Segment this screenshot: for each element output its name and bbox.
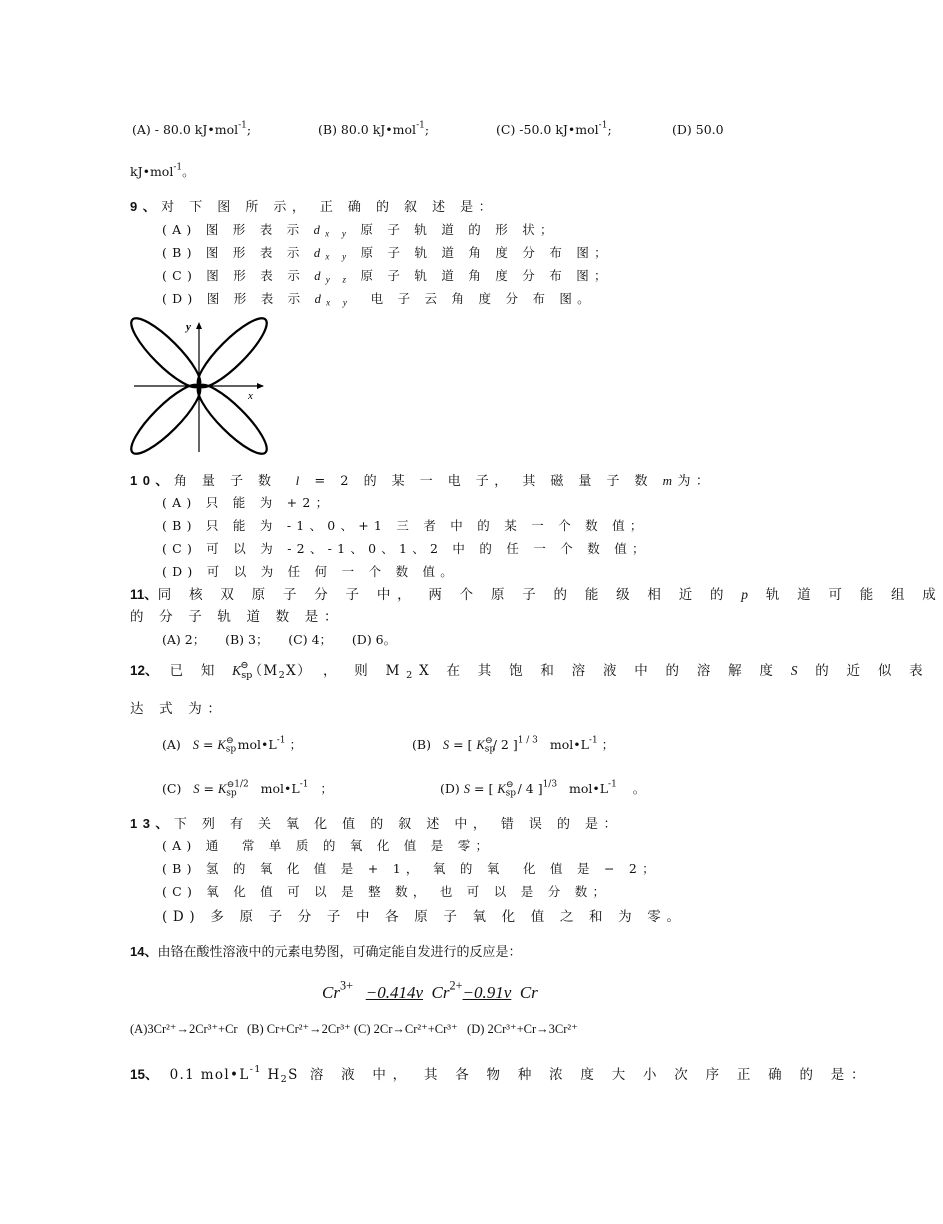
- q12-option-a: (A) $S = K_{sp}^⊖$ $mol•L^{-1}$ ；: [162, 735, 303, 755]
- q12-stem: 12、 已 知 $K_{sp}^⊖(M_2X)$ ， 则 $M_2X$ 在 其 饱 和 溶 液 中 的 溶 解 度 S 的 近 似 表: [130, 660, 930, 681]
- lobe-lower-left: [123, 377, 208, 462]
- q14-option-a: (A)3Cr²⁺→2Cr³⁺+Cr: [130, 1022, 238, 1036]
- q13-stem: 13、下 列 有 关 氧 化 值 的 叙 述 中， 错 误 的 是：: [130, 816, 622, 832]
- q9-option-b: (B) 图 形 表 示 $d_{x y}$ 原 子 轨 道 角 度 分 布 图；: [162, 245, 612, 262]
- q13-option-c: (C) 氧 化 值 可 以 是 整 数， 也 可 以 是 分 数；: [162, 884, 611, 899]
- q11-options: (A) 2； (B) 3； (C) 4； (D) 6。: [162, 632, 397, 647]
- q8-option-d-cont: kJ•mol$^{-1}$。: [130, 162, 195, 179]
- q11-stem-line2: 的 分 子 轨 道 数 是：: [130, 609, 344, 625]
- q8-option-a: (A) - 80.0 kJ•mol$^{-1}$;: [132, 120, 252, 137]
- q12-option-d: (D) S = [ $K_{sp}^⊖ / 4$ ]$^{1/3}$ $mol•L^{-1}$ 。: [440, 779, 646, 799]
- q13-option-a: (A) 通 常 单 质 的 氧 化 值 是 零；: [162, 838, 494, 853]
- q14-stem: 14、由铬在酸性溶液中的元素电势图，可确定能自发进行的反应是：: [130, 944, 522, 960]
- lobe-upper-left: [123, 310, 208, 395]
- q14-option-b: (B) Cr+Cr²⁺→2Cr³⁺: [246, 1022, 351, 1036]
- q12-option-b: (B) S = [ $K_{sp}^⊖/$ 2 ]$^{1 / 3}$ $mol•L^{-1}$ ；: [412, 735, 615, 755]
- q10-option-a: (A) 只 能 为 +2；: [162, 495, 334, 510]
- q12-option-c: (C) $S = K_{sp}^{⊖1/2}$ $mol•L^{-1}$ ；: [162, 779, 333, 799]
- q11-stem: 11、同 核 双 原 子 分 子 中， 两 个 原 子 的 能 级 相 近 的 p 轨 道 可 能 组 成: [130, 587, 943, 603]
- potential-2: −0.91v: [462, 983, 512, 1002]
- q9-stem: 9、对 下 图 所 示， 正 确 的 叙 述 是：: [130, 199, 498, 215]
- q12-stem-line2: 达 式 为：: [130, 701, 227, 717]
- x-axis-label: x: [248, 390, 253, 402]
- q9-option-a: (A) 图 形 表 示 $d_{x y}$ 原 子 轨 道 的 形 状；: [162, 222, 558, 239]
- y-axis-arrow: [196, 322, 202, 329]
- q10-option-c: (C) 可 以 为 -2、-1、0、1、2 中 的 任 一 个 数 值；: [162, 541, 650, 556]
- q13-option-d: (D) 多 原 子 分 子 中 各 原 子 氧 化 值 之 和 为 零。: [162, 909, 686, 925]
- q14-potential-diagram: $Cr^{3+}$ −0.414v $Cr^{2+}-0.91v$ Cr: [322, 978, 538, 1002]
- q8-option-c: (C) -50.0 kJ•mol$^{-1}$;: [496, 120, 612, 137]
- lobe-upper-right: [190, 310, 275, 395]
- q14-options: [130, 1023, 578, 1036]
- q9-option-c: (C) 图 形 表 示 $d_{y z}$ 原 子 轨 道 角 度 分 布 图；: [162, 268, 612, 285]
- q14-option-c: (C) 2Cr→Cr²⁺+Cr³⁺: [353, 1022, 458, 1036]
- q9-option-d: (D) 图 形 表 示 $d_{x y}$ 电 子 云 角 度 分 布 图。: [162, 291, 595, 308]
- potential-1: −0.414v: [365, 983, 424, 1002]
- y-axis-label: y: [186, 321, 191, 333]
- q8-option-d: (D) 50.0: [672, 122, 724, 137]
- q14-option-d: (D) 2Cr³⁺+Cr→3Cr²⁺: [467, 1022, 578, 1036]
- q10-option-d: (D) 可 以 为 任 何 一 个 数 值。: [162, 564, 459, 579]
- q13-option-b: (B) 氢 的 氧 化 值 是 + 1， 氧 的 氧 化 值 是 − 2；: [162, 861, 660, 876]
- q10-option-b: (B) 只 能 为 -1、0、+1 三 者 中 的 某 一 个 数 值；: [162, 518, 648, 533]
- x-axis-arrow: [257, 383, 264, 389]
- q8-option-b: (B) 80.0 kJ•mol$^{-1}$;: [318, 120, 430, 137]
- q15-stem: 15、 0.1 $mol•L^{-1}$ $H_2S$ 溶 液 中， 其 各 物 种 浓 度 大 小 次 序 正 确 的 是：: [130, 1064, 872, 1085]
- orbital-figure: [130, 318, 270, 458]
- lobe-lower-right: [190, 377, 275, 462]
- q10-stem: 10、角 量 子 数 l = 2 的 某 一 电 子， 其 磁 量 子 数 m为：: [130, 473, 715, 489]
